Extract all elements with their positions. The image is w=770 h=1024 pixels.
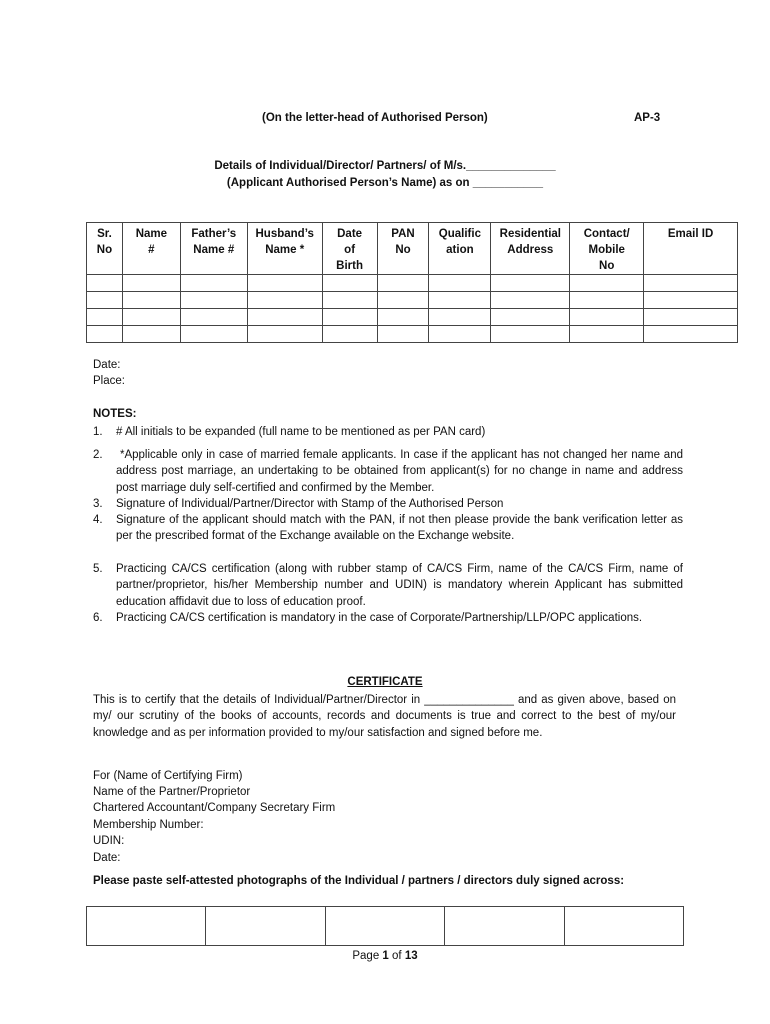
page-footer — [0, 950, 770, 962]
photo-table — [86, 906, 684, 946]
table-cell[interactable] — [570, 326, 644, 343]
table-cell[interactable] — [491, 326, 570, 343]
note-item — [93, 512, 683, 545]
table-cell[interactable] — [247, 275, 322, 292]
current-page: 1 — [382, 950, 389, 962]
note-text: Practicing CA/CS certification is mandatory in the case of Corporate/Partnership/LLP/OPC applications. — [116, 612, 643, 624]
firm-type-label: Chartered Accountant/Company Secretary Firm — [93, 802, 336, 814]
note-text: # All initials to be expanded (full name to be mentioned as per PAN card) — [116, 426, 486, 438]
note-text: *Applicable only in case of married female applicants. In case if the applicant has not changed her name and address post marriage, an undertaking to be obtained from applicant(s) for no change in name and address post marriage duly self-certified and confirmed by the Member. — [116, 449, 683, 494]
table-cell[interactable] — [322, 309, 377, 326]
table-cell[interactable] — [491, 309, 570, 326]
letterhead-note: (On the letter-head of Authorised Person) — [262, 112, 488, 124]
page-word: Page — [352, 950, 380, 962]
note-number: 6. — [93, 612, 103, 624]
certifying-firm-label: For (Name of Certifying Firm) — [93, 770, 243, 782]
note-number: 2. — [93, 449, 103, 461]
table-cell[interactable] — [87, 275, 123, 292]
photo-row — [87, 907, 684, 946]
of-word: of — [392, 950, 402, 962]
table-cell[interactable] — [429, 275, 491, 292]
header-sr-no: Sr. No — [87, 223, 123, 275]
table-cell[interactable] — [491, 275, 570, 292]
table-cell[interactable] — [491, 292, 570, 309]
table-cell[interactable] — [570, 292, 644, 309]
table-cell[interactable] — [122, 292, 180, 309]
note-item — [93, 561, 683, 610]
total-pages: 13 — [404, 950, 418, 962]
table-cell[interactable] — [644, 326, 738, 343]
table-cell[interactable] — [377, 326, 429, 343]
note-number: 3. — [93, 498, 103, 510]
table-cell[interactable] — [570, 309, 644, 326]
table-cell[interactable] — [247, 292, 322, 309]
table-header-row — [87, 223, 738, 275]
date-label: Date: — [93, 359, 121, 371]
note-text: Signature of Individual/Partner/Director with Stamp of the Authorised Person — [116, 498, 504, 510]
details-subtitle: (Applicant Authorised Person’s Name) as on ___________ — [226, 177, 544, 189]
table-cell[interactable] — [180, 326, 247, 343]
header-fathers-name: Father’s Name # — [180, 223, 247, 275]
partner-name-label: Name of the Partner/Proprietor — [93, 786, 251, 798]
table-cell[interactable] — [429, 326, 491, 343]
notes-heading: NOTES: — [93, 408, 137, 420]
table-row — [87, 292, 738, 309]
table-cell[interactable] — [570, 275, 644, 292]
table-cell[interactable] — [180, 292, 247, 309]
photo-box[interactable] — [445, 907, 564, 946]
table-cell[interactable] — [122, 275, 180, 292]
note-item — [93, 424, 683, 440]
certificate-heading: CERTIFICATE — [347, 676, 423, 688]
photo-instruction: Please paste self-attested photographs of the Individual / partners / directors duly signed across: — [93, 875, 625, 887]
note-number: 4. — [93, 514, 103, 526]
table-row — [87, 275, 738, 292]
header-residential-address: Residential Address — [491, 223, 570, 275]
note-text: Signature of the applicant should match with the PAN, if not then please provide the bank verification letter as per the prescribed format of the Exchange available on the Exchange website. — [116, 514, 683, 543]
table-cell[interactable] — [429, 309, 491, 326]
table-cell[interactable] — [322, 292, 377, 309]
note-item — [93, 610, 683, 626]
table-cell[interactable] — [377, 292, 429, 309]
table-cell[interactable] — [377, 275, 429, 292]
certificate-date-label: Date: — [93, 852, 121, 864]
note-item — [93, 496, 683, 512]
table-cell[interactable] — [322, 275, 377, 292]
note-number: 1. — [93, 426, 103, 438]
certificate-body: This is to certify that the details of Individual/Partner/Director in ______________ and as given above, based on my/ our scrutiny of the books of accounts, records and documents is true and correct to the best of my/our knowledge and as per information provided to my/our satisfaction and signed before me. — [93, 694, 676, 739]
table-cell[interactable] — [87, 326, 123, 343]
udin-label: UDIN: — [93, 835, 125, 847]
membership-number-label: Membership Number: — [93, 819, 204, 831]
table-cell[interactable] — [644, 309, 738, 326]
note-item — [93, 447, 683, 496]
header-contact-mobile: Contact/ Mobile No — [570, 223, 644, 275]
table-cell[interactable] — [247, 326, 322, 343]
note-number: 5. — [93, 563, 103, 575]
table-cell[interactable] — [429, 292, 491, 309]
table-cell[interactable] — [322, 326, 377, 343]
header-pan-no: PAN No — [377, 223, 429, 275]
table-cell[interactable] — [87, 309, 123, 326]
table-cell[interactable] — [180, 309, 247, 326]
photo-box[interactable] — [325, 907, 444, 946]
table-cell[interactable] — [122, 309, 180, 326]
header-qualification: Qualific ation — [429, 223, 491, 275]
form-code: AP-3 — [634, 112, 661, 124]
table-cell[interactable] — [122, 326, 180, 343]
header-date-of-birth: Date of Birth — [322, 223, 377, 275]
header-name: Name # — [122, 223, 180, 275]
table-cell[interactable] — [247, 309, 322, 326]
table-cell[interactable] — [87, 292, 123, 309]
table-row — [87, 326, 738, 343]
table-row — [87, 309, 738, 326]
header-email-id: Email ID — [644, 223, 738, 275]
photo-box[interactable] — [206, 907, 325, 946]
details-title: Details of Individual/Director/ Partners/ of M/s.______________ — [214, 160, 556, 172]
photo-box[interactable] — [87, 907, 206, 946]
table-cell[interactable] — [377, 309, 429, 326]
table-cell[interactable] — [180, 275, 247, 292]
header-husbands-name: Husband’s Name * — [247, 223, 322, 275]
place-label: Place: — [93, 375, 125, 387]
table-cell[interactable] — [644, 292, 738, 309]
details-table — [86, 222, 738, 343]
photo-box[interactable] — [564, 907, 683, 946]
note-text: Practicing CA/CS certification (along with rubber stamp of CA/CS Firm, name of the CA/CS Firm, name of partner/proprietor, his/her Membership number and UDIN) is mandatory wherein Applicant has submitted education affidavit due to loss of education proof. — [116, 563, 683, 608]
table-cell[interactable] — [644, 275, 738, 292]
